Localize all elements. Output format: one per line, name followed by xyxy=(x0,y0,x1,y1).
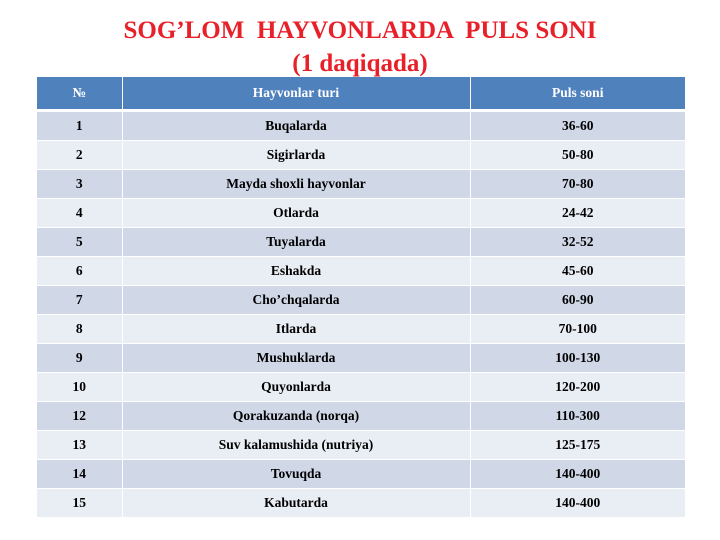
table-row xyxy=(37,141,685,170)
slide-title-line1: SOG’LOM HAYVONLARDA PULS SONI xyxy=(123,17,597,44)
cell-animal-type: Itlarda xyxy=(122,315,470,344)
cell-animal-type: Cho’chqalarda xyxy=(122,286,470,315)
slide-title-line2: (1 daqiqada) xyxy=(292,50,428,77)
cell-number: 2 xyxy=(37,141,122,170)
table-row xyxy=(37,315,685,344)
table-row xyxy=(37,344,685,373)
cell-pulse-count: 110-300 xyxy=(470,402,685,431)
table-row xyxy=(37,460,685,489)
cell-animal-type: Mayda shoxli hayvonlar xyxy=(122,170,470,199)
table-row xyxy=(37,199,685,228)
cell-pulse-count: 140-400 xyxy=(470,489,685,518)
table-row xyxy=(37,373,685,402)
cell-animal-type: Sigirlarda xyxy=(122,141,470,170)
cell-pulse-count: 60-90 xyxy=(470,286,685,315)
cell-pulse-count: 100-130 xyxy=(470,344,685,373)
table-row xyxy=(37,431,685,460)
cell-number: 8 xyxy=(37,315,122,344)
cell-pulse-count: 45-60 xyxy=(470,257,685,286)
table-row xyxy=(37,170,685,199)
table-row xyxy=(37,111,685,141)
cell-number: 10 xyxy=(37,373,122,402)
slide-title xyxy=(0,14,720,80)
cell-pulse-count: 24-42 xyxy=(470,199,685,228)
cell-number: 7 xyxy=(37,286,122,315)
cell-pulse-count: 70-100 xyxy=(470,315,685,344)
cell-number: 9 xyxy=(37,344,122,373)
cell-number: 5 xyxy=(37,228,122,257)
cell-pulse-count: 140-400 xyxy=(470,460,685,489)
header-pulse-count: Puls soni xyxy=(470,77,685,111)
cell-number: 13 xyxy=(37,431,122,460)
cell-animal-type: Qorakuzanda (norqa) xyxy=(122,402,470,431)
table-body xyxy=(37,111,685,518)
cell-pulse-count: 125-175 xyxy=(470,431,685,460)
cell-number: 3 xyxy=(37,170,122,199)
cell-number: 4 xyxy=(37,199,122,228)
cell-pulse-count: 36-60 xyxy=(470,111,685,141)
table-row xyxy=(37,402,685,431)
cell-number: 14 xyxy=(37,460,122,489)
cell-animal-type: Eshakda xyxy=(122,257,470,286)
header-animal-type: Hayvonlar turi xyxy=(122,77,470,111)
table-header-row xyxy=(37,77,685,111)
table-row xyxy=(37,286,685,315)
cell-number: 1 xyxy=(37,111,122,141)
cell-animal-type: Buqalarda xyxy=(122,111,470,141)
cell-animal-type: Tovuqda xyxy=(122,460,470,489)
cell-pulse-count: 32-52 xyxy=(470,228,685,257)
cell-animal-type: Quyonlarda xyxy=(122,373,470,402)
cell-pulse-count: 120-200 xyxy=(470,373,685,402)
cell-number: 6 xyxy=(37,257,122,286)
cell-animal-type: Suv kalamushida (nutriya) xyxy=(122,431,470,460)
cell-animal-type: Mushuklarda xyxy=(122,344,470,373)
cell-pulse-count: 50-80 xyxy=(470,141,685,170)
cell-pulse-count: 70-80 xyxy=(470,170,685,199)
cell-animal-type: Otlarda xyxy=(122,199,470,228)
header-number: № xyxy=(37,77,122,111)
cell-animal-type: Tuyalarda xyxy=(122,228,470,257)
cell-animal-type: Kabutarda xyxy=(122,489,470,518)
pulse-table xyxy=(37,77,685,518)
cell-number: 15 xyxy=(37,489,122,518)
table-row xyxy=(37,489,685,518)
cell-number: 12 xyxy=(37,402,122,431)
table-row xyxy=(37,228,685,257)
table-row xyxy=(37,257,685,286)
